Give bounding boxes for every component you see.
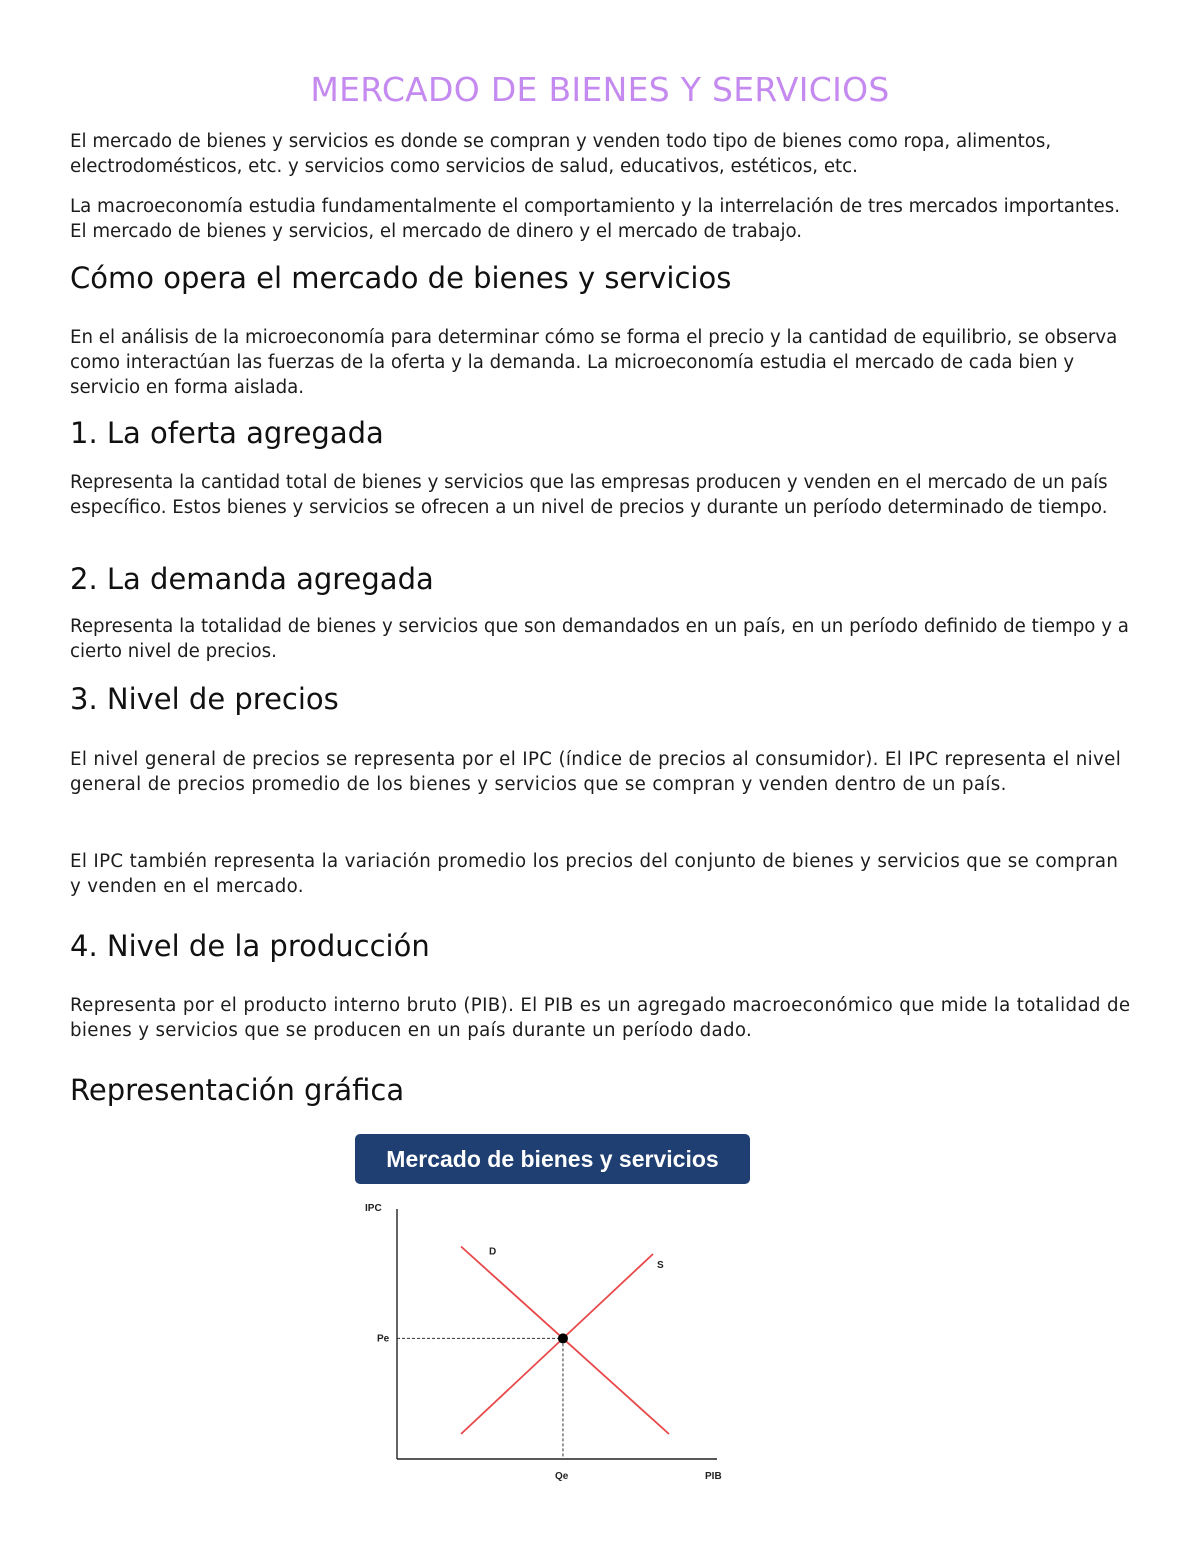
intro-paragraph-2: La macroeconomía estudia fundamentalmente el comportamiento y la interrelación de tres mercados importantes. El mercado de bienes y servicios, el mercado de dinero y el mercado de trabajo. (70, 196, 1120, 242)
intro-paragraph-1: El mercado de bienes y servicios es donde se compran y venden todo tipo de bienes como ropa, alimentos, electrodomésticos, etc. y servicios como servicios de salud, educativos, estéticos, etc. (70, 131, 1052, 177)
paragraph-oferta-agregada: Representa la cantidad total de bienes y servicios que las empresas producen y venden en el mercado de un país específico. Estos bienes y servicios se ofrecen a un nivel de precios y durante un período determinado de tiempo. (70, 472, 1108, 518)
series-line-s (461, 1254, 653, 1434)
equilibrium-point (558, 1333, 568, 1343)
y-tick-label-pe: Pe (377, 1333, 390, 1345)
series-label-s: S (657, 1260, 664, 1271)
paragraph-nivel-precios-1: El nivel general de precios se representa por el IPC (índice de precios al consumidor). El IPC representa el nivel general de precios promedio de los bienes y servicios que se compran y venden dentro de un país. (70, 749, 1122, 795)
paragraph-nivel-produccion: Representa por el producto interno bruto (PIB). El PIB es un agregado macroeconómico que mide la totalidad de bienes y servicios que se producen en un país durante un período dado. (70, 995, 1131, 1041)
series-label-d: D (489, 1246, 497, 1258)
paragraph-how-it-works: En el análisis de la microeconomía para determinar cómo se forma el precio y la cantidad de equilibrio, se observa como interactúan las fuerzas de la oferta y la demanda. La microeconomía estudia el mercado de cada bien y servicio en forma aislada. (70, 327, 1118, 398)
paragraph-demanda-agregada: Representa la totalidad de bienes y servicios que son demandados en un país, en un período definido de tiempo y a cierto nivel de precios. (70, 616, 1129, 662)
heading-nivel-produccion: 4. Nivel de la producción (70, 929, 430, 963)
heading-oferta-agregada: 1. La oferta agregada (70, 416, 384, 450)
chart-plot (355, 1194, 755, 1484)
heading-nivel-precios: 3. Nivel de precios (70, 682, 339, 716)
y-axis-label: IPC (365, 1203, 382, 1214)
heading-how-it-works: Cómo opera el mercado de bienes y servicios (70, 261, 732, 295)
heading-representacion-grafica: Representación gráfica (70, 1073, 405, 1107)
chart-title: Mercado de bienes y servicios (355, 1134, 750, 1184)
document-title: MERCADO DE BIENES Y SERVICIOS (310, 70, 890, 109)
x-tick-label-qe: Qe (554, 1471, 569, 1482)
paragraph-nivel-precios-2: El IPC también representa la variación promedio los precios del conjunto de bienes y servicios que se compran y venden en el mercado. (70, 851, 1119, 897)
x-axis-label: PIB (705, 1471, 722, 1482)
market-chart (355, 1134, 755, 1484)
heading-demanda-agregada: 2. La demanda agregada (70, 562, 434, 596)
